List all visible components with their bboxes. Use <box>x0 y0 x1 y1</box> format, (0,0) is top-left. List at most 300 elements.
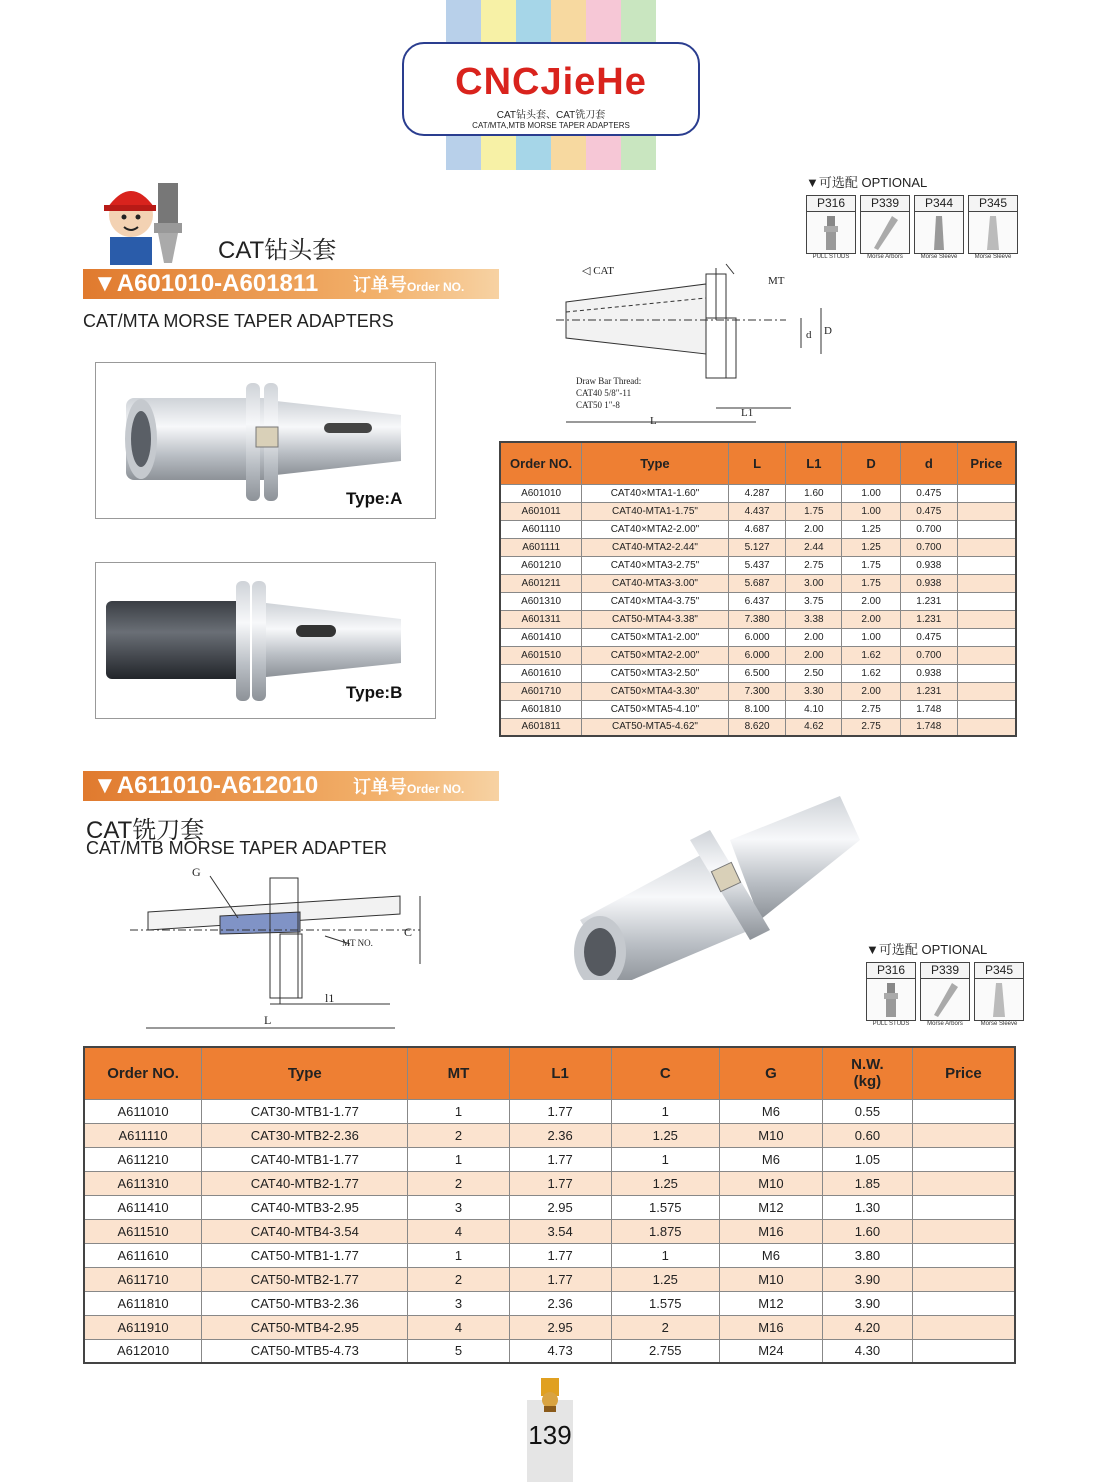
table-row <box>500 556 1016 574</box>
drawing-label-d-small: d <box>806 329 812 341</box>
table-cell: 1.77 <box>509 1171 611 1195</box>
table-row <box>84 1123 1015 1147</box>
pull-stud-icon <box>881 981 901 1019</box>
table-cell <box>912 1267 1015 1291</box>
table-cell: CAT50×MTA1-2.00" <box>582 628 729 646</box>
mascot-icon <box>96 175 196 265</box>
table-cell <box>957 538 1016 556</box>
table-cell: 1.05 <box>822 1147 912 1171</box>
table-cell: M12 <box>719 1195 822 1219</box>
table-cell: 1.875 <box>611 1219 719 1243</box>
table-cell <box>912 1219 1015 1243</box>
optional-item <box>920 962 970 1027</box>
drawing-label-l1: l1 <box>325 991 335 1005</box>
table-cell <box>957 664 1016 682</box>
section2-subtitle: CAT/MTB MORSE TAPER ADAPTER <box>86 838 388 858</box>
table-cell: 1 <box>611 1099 719 1123</box>
table-cell: 6.500 <box>728 664 786 682</box>
table-cell: A611010 <box>84 1099 202 1123</box>
table-cell: CAT40-MTA1-1.75" <box>582 502 729 520</box>
table-cell: 1.00 <box>842 502 901 520</box>
table-row <box>84 1147 1015 1171</box>
table-cell: 1 <box>408 1147 509 1171</box>
drawing-label-d-large: D <box>824 325 832 337</box>
table-cell: 1.30 <box>822 1195 912 1219</box>
table-cell: 4 <box>408 1219 509 1243</box>
table-cell: 1.62 <box>842 664 901 682</box>
table-cell: 1 <box>408 1099 509 1123</box>
table-cell: A611110 <box>84 1123 202 1147</box>
table-cell: 2.755 <box>611 1339 719 1363</box>
table-cell: 1.748 <box>900 718 957 736</box>
optional-code: P339 <box>920 962 970 979</box>
table-cell: 0.475 <box>900 628 957 646</box>
table-cell: 0.938 <box>900 556 957 574</box>
table-row <box>500 538 1016 556</box>
table-cell: A601310 <box>500 592 582 610</box>
morse-sleeve-icon <box>929 214 949 252</box>
table-cell: 3.00 <box>786 574 842 592</box>
table-cell: A611510 <box>84 1219 202 1243</box>
table-cell: 2.00 <box>842 610 901 628</box>
table-cell: 2 <box>408 1267 509 1291</box>
optional-title-cn: ▼可选配 <box>866 942 918 957</box>
table-cell: CAT50-MTB1-1.77 <box>202 1243 408 1267</box>
column-header: Order NO. <box>500 442 582 484</box>
table-cell <box>957 484 1016 502</box>
table-cell: CAT40-MTB3-2.95 <box>202 1195 408 1219</box>
table-cell: 2.00 <box>842 682 901 700</box>
table-row <box>84 1195 1015 1219</box>
table-cell: 1.77 <box>509 1267 611 1291</box>
table-cell: 1.231 <box>900 592 957 610</box>
table-cell: 0.700 <box>900 520 957 538</box>
table-row <box>500 628 1016 646</box>
table-cell: A601410 <box>500 628 582 646</box>
table-cell: A611410 <box>84 1195 202 1219</box>
table-cell: 4 <box>408 1315 509 1339</box>
table-cell: A601010 <box>500 484 582 502</box>
table-cell: 2.00 <box>786 520 842 538</box>
table-row <box>84 1099 1015 1123</box>
table-cell: 1.25 <box>611 1267 719 1291</box>
table-cell: CAT40×MTA2-2.00" <box>582 520 729 538</box>
table-row <box>84 1315 1015 1339</box>
table-cell: 2.75 <box>842 700 901 718</box>
table-cell: 3.54 <box>509 1219 611 1243</box>
column-header: Price <box>957 442 1016 484</box>
table-cell: 2.00 <box>786 646 842 664</box>
table-row <box>500 718 1016 736</box>
table-cell <box>912 1339 1015 1363</box>
table-row <box>84 1267 1015 1291</box>
table-cell <box>912 1147 1015 1171</box>
logo: CNCJieHe <box>455 61 647 103</box>
page-number: 139 <box>528 1420 572 1450</box>
column-header: G <box>719 1047 822 1099</box>
table-cell: A601810 <box>500 700 582 718</box>
table-cell: 5.437 <box>728 556 786 574</box>
table-cell: A601610 <box>500 664 582 682</box>
morse-arbor-icon <box>870 214 900 252</box>
table-cell: 4.73 <box>509 1339 611 1363</box>
table-cell: 1.77 <box>509 1099 611 1123</box>
table-cell: M12 <box>719 1291 822 1315</box>
optional-item <box>806 195 856 260</box>
table-cell: 5.127 <box>728 538 786 556</box>
table-cell: 1.62 <box>842 646 901 664</box>
draw-bar-thread-cat40: CAT40 5/8"-11 <box>576 388 632 398</box>
table-cell: A601510 <box>500 646 582 664</box>
table-row <box>500 646 1016 664</box>
section2-title-cn: CAT铣刀套 <box>86 817 205 844</box>
table-cell: 1.60 <box>786 484 842 502</box>
table-cell: A611210 <box>84 1147 202 1171</box>
drawing-label-l: L <box>650 415 657 427</box>
header-subtitle-en: CAT/MTA,MTB MORSE TAPER ADAPTERS <box>472 121 630 130</box>
table-cell <box>957 718 1016 736</box>
table-cell: 3.75 <box>786 592 842 610</box>
table-cell: 2.00 <box>842 592 901 610</box>
table-cell: 0.55 <box>822 1099 912 1123</box>
table-cell <box>957 592 1016 610</box>
optional-item <box>914 195 964 260</box>
table-cell: 1.25 <box>611 1123 719 1147</box>
optional-code: P316 <box>806 195 856 212</box>
table-cell: 3.30 <box>786 682 842 700</box>
optional-title-en: OPTIONAL <box>921 942 988 957</box>
footer-mascot-icon <box>535 1376 565 1412</box>
order-label-cn: 订单号 <box>352 275 407 295</box>
table-cell: 8.620 <box>728 718 786 736</box>
table-cell: CAT40×MTA3-2.75" <box>582 556 729 574</box>
table-row <box>500 682 1016 700</box>
table-cell: A601710 <box>500 682 582 700</box>
table-cell: CAT30-MTB1-1.77 <box>202 1099 408 1123</box>
logo-box <box>402 42 700 136</box>
table-header-row <box>500 442 1016 484</box>
optional-caption: Morse Arbors <box>927 1021 963 1027</box>
table-row <box>500 610 1016 628</box>
table-row <box>500 592 1016 610</box>
table-cell <box>912 1195 1015 1219</box>
table-cell: 1.25 <box>842 538 901 556</box>
table-cell: 3.90 <box>822 1291 912 1315</box>
table-cell: A601811 <box>500 718 582 736</box>
optional-item <box>974 962 1024 1027</box>
section2-order-range: ▼A611010-A612010 <box>93 772 319 799</box>
table-cell: A612010 <box>84 1339 202 1363</box>
table-cell: M10 <box>719 1123 822 1147</box>
table-cell: M16 <box>719 1315 822 1339</box>
table-row <box>84 1171 1015 1195</box>
optional-accessories-1 <box>806 172 1018 260</box>
optional-code: P345 <box>968 195 1018 212</box>
drawing-label-mt-no: MT NO. <box>342 938 373 948</box>
table-cell: CAT50×MTA5-4.10" <box>582 700 729 718</box>
column-header: D <box>842 442 901 484</box>
column-header: L1 <box>786 442 842 484</box>
table-row <box>500 520 1016 538</box>
table-cell: CAT40-MTB4-3.54 <box>202 1219 408 1243</box>
table-cell: 4.20 <box>822 1315 912 1339</box>
table-cell: 4.10 <box>786 700 842 718</box>
table-row <box>84 1243 1015 1267</box>
table-cell: M24 <box>719 1339 822 1363</box>
table-row <box>500 664 1016 682</box>
adapter-mtb-image <box>560 780 870 980</box>
optional-item <box>968 195 1018 260</box>
column-header: C <box>611 1047 719 1099</box>
header-subtitle-cn: CAT钻头套、CAT铣刀套 <box>496 110 606 121</box>
table-cell: 0.475 <box>900 502 957 520</box>
table-cell: CAT50-MTB4-2.95 <box>202 1315 408 1339</box>
table-cell <box>912 1099 1015 1123</box>
table-cell: CAT50-MTA5-4.62" <box>582 718 729 736</box>
optional-code: P345 <box>974 962 1024 979</box>
table-row <box>84 1339 1015 1363</box>
table-cell: 2.75 <box>842 718 901 736</box>
table-cell <box>912 1123 1015 1147</box>
pull-stud-icon <box>821 214 841 252</box>
technical-drawing-mtb <box>130 864 440 1040</box>
column-header: Price <box>912 1047 1015 1099</box>
table-cell <box>957 502 1016 520</box>
table-cell: 3.38 <box>786 610 842 628</box>
section1-subtitle: CAT/MTA MORSE TAPER ADAPTERS <box>83 311 394 331</box>
table-cell: CAT50-MTB3-2.36 <box>202 1291 408 1315</box>
table-cell: M6 <box>719 1147 822 1171</box>
drawing-label-l: L <box>264 1013 272 1027</box>
table-cell: 2.36 <box>509 1291 611 1315</box>
drawing-label-cat: ◁ CAT <box>582 265 614 277</box>
table-cell: 4.287 <box>728 484 786 502</box>
table-cell: CAT50-MTA4-3.38" <box>582 610 729 628</box>
order-label-en: Order NO. <box>406 280 465 294</box>
section1-order-range: ▼A601010-A601811 <box>93 270 319 297</box>
table-cell: A601111 <box>500 538 582 556</box>
table-cell: CAT40-MTB2-1.77 <box>202 1171 408 1195</box>
optional-title-cn: ▼可选配 <box>806 175 858 190</box>
table-cell: CAT50×MTA3-2.50" <box>582 664 729 682</box>
table-cell: 0.700 <box>900 646 957 664</box>
table-cell: 2.95 <box>509 1315 611 1339</box>
table-row <box>84 1219 1015 1243</box>
column-header: MT <box>408 1047 509 1099</box>
section1-title-cn: CAT钻头套 <box>218 237 337 264</box>
table-cell: A601211 <box>500 574 582 592</box>
table-cell: 1.231 <box>900 682 957 700</box>
morse-arbor-icon <box>930 981 960 1019</box>
table-cell: 0.938 <box>900 664 957 682</box>
mtb-spec-table <box>83 1046 1016 1364</box>
table-cell: 2 <box>408 1171 509 1195</box>
table-cell: A611810 <box>84 1291 202 1315</box>
optional-title-en: OPTIONAL <box>861 175 928 190</box>
draw-bar-thread-title: Draw Bar Thread: <box>576 376 642 386</box>
table-cell: 1.75 <box>842 574 901 592</box>
table-cell <box>912 1315 1015 1339</box>
drawing-label-g: G <box>192 865 201 879</box>
column-header: L1 <box>509 1047 611 1099</box>
section2-order-bar <box>83 771 499 801</box>
table-cell: 2.44 <box>786 538 842 556</box>
table-cell: 1.25 <box>842 520 901 538</box>
table-cell: 6.000 <box>728 628 786 646</box>
table-cell <box>957 682 1016 700</box>
table-cell: 4.62 <box>786 718 842 736</box>
table-cell: 1.77 <box>509 1147 611 1171</box>
table-cell: 2.00 <box>786 628 842 646</box>
table-cell <box>957 574 1016 592</box>
column-header: Type <box>582 442 729 484</box>
drawing-label-c: C <box>404 925 413 939</box>
table-cell: CAT50×MTA2-2.00" <box>582 646 729 664</box>
table-cell: 1.85 <box>822 1171 912 1195</box>
column-header: N.W. (kg) <box>822 1047 912 1099</box>
table-cell: M10 <box>719 1171 822 1195</box>
table-cell: 2.50 <box>786 664 842 682</box>
table-cell <box>957 646 1016 664</box>
table-cell <box>957 610 1016 628</box>
photo-type-b <box>95 562 436 719</box>
table-cell <box>957 700 1016 718</box>
table-cell: 4.687 <box>728 520 786 538</box>
order-label-en: Order NO. <box>406 782 465 796</box>
column-header: L <box>728 442 786 484</box>
table-cell: 1.75 <box>786 502 842 520</box>
table-cell: 4.30 <box>822 1339 912 1363</box>
table-cell: A601311 <box>500 610 582 628</box>
table-cell <box>912 1243 1015 1267</box>
optional-caption: Morse Sleeve <box>980 1021 1018 1027</box>
table-cell: 1 <box>408 1243 509 1267</box>
table-cell <box>912 1291 1015 1315</box>
table-cell: 1.748 <box>900 700 957 718</box>
table-cell: 3.90 <box>822 1267 912 1291</box>
table-cell: M6 <box>719 1099 822 1123</box>
table-cell: CAT30-MTB2-2.36 <box>202 1123 408 1147</box>
table-cell: 7.380 <box>728 610 786 628</box>
optional-accessories-2 <box>866 939 1024 1027</box>
table-cell: 2.75 <box>786 556 842 574</box>
column-header: d <box>900 442 957 484</box>
table-cell: 1.00 <box>842 484 901 502</box>
table-row <box>84 1291 1015 1315</box>
table-row <box>500 700 1016 718</box>
table-cell: A611610 <box>84 1243 202 1267</box>
optional-caption: Morse Arbors <box>867 254 903 260</box>
table-cell: 4.437 <box>728 502 786 520</box>
optional-item <box>860 195 910 260</box>
table-cell: 5.687 <box>728 574 786 592</box>
table-cell: CAT40-MTA2-2.44" <box>582 538 729 556</box>
table-cell: 3 <box>408 1195 509 1219</box>
table-cell: 1.231 <box>900 610 957 628</box>
table-header-row <box>84 1047 1015 1099</box>
table-cell: 8.100 <box>728 700 786 718</box>
draw-bar-thread-cat50: CAT50 1"-8 <box>576 400 620 410</box>
table-cell: CAT40-MTA3-3.00" <box>582 574 729 592</box>
table-cell: 6.437 <box>728 592 786 610</box>
table-cell: CAT40-MTB1-1.77 <box>202 1147 408 1171</box>
table-cell <box>957 556 1016 574</box>
table-cell: 1.25 <box>611 1171 719 1195</box>
table-cell: CAT40×MTA4-3.75" <box>582 592 729 610</box>
table-cell: 1.77 <box>509 1243 611 1267</box>
table-cell: 1 <box>611 1243 719 1267</box>
drawing-label-mt: MT <box>768 275 785 287</box>
mta-spec-table <box>499 441 1017 737</box>
table-cell: 5 <box>408 1339 509 1363</box>
table-cell: CAT50-MTB5-4.73 <box>202 1339 408 1363</box>
table-cell <box>912 1171 1015 1195</box>
section1-order-bar <box>83 269 499 299</box>
table-cell: A611310 <box>84 1171 202 1195</box>
table-cell: 3.80 <box>822 1243 912 1267</box>
technical-drawing-mta <box>556 258 836 430</box>
column-header: Type <box>202 1047 408 1099</box>
table-cell: 0.475 <box>900 484 957 502</box>
table-cell: 0.938 <box>900 574 957 592</box>
table-cell: 6.000 <box>728 646 786 664</box>
drawing-label-l1: L1 <box>741 407 754 419</box>
table-cell: CAT40×MTA1-1.60" <box>582 484 729 502</box>
morse-sleeve-icon <box>989 981 1009 1019</box>
table-cell: M16 <box>719 1219 822 1243</box>
optional-item <box>866 962 916 1027</box>
column-header: Order NO. <box>84 1047 202 1099</box>
table-cell: 1.00 <box>842 628 901 646</box>
type-a-label: Type:A <box>346 489 403 508</box>
morse-sleeve-icon <box>983 214 1003 252</box>
table-cell: 7.300 <box>728 682 786 700</box>
table-cell: A611710 <box>84 1267 202 1291</box>
table-row <box>500 502 1016 520</box>
table-cell: 1.75 <box>842 556 901 574</box>
type-b-label: Type:B <box>346 683 403 702</box>
table-row <box>500 574 1016 592</box>
table-cell: 2.95 <box>509 1195 611 1219</box>
table-cell: M10 <box>719 1267 822 1291</box>
photo-type-a <box>95 362 436 519</box>
table-cell: 1 <box>611 1147 719 1171</box>
table-cell: 1.575 <box>611 1195 719 1219</box>
optional-caption: Morse Sleeve <box>920 254 958 260</box>
table-cell: 3 <box>408 1291 509 1315</box>
table-cell: A601110 <box>500 520 582 538</box>
order-label-cn: 订单号 <box>352 777 407 797</box>
table-cell: A601011 <box>500 502 582 520</box>
optional-code: P316 <box>866 962 916 979</box>
table-cell: A601210 <box>500 556 582 574</box>
table-cell: 1.575 <box>611 1291 719 1315</box>
optional-caption: PULL STUDS <box>812 254 850 260</box>
table-cell: A611910 <box>84 1315 202 1339</box>
table-cell: CAT50-MTB2-1.77 <box>202 1267 408 1291</box>
table-cell: 0.60 <box>822 1123 912 1147</box>
table-cell: 0.700 <box>900 538 957 556</box>
table-cell: 2.36 <box>509 1123 611 1147</box>
table-cell: M6 <box>719 1243 822 1267</box>
optional-caption: PULL STUDS <box>872 1021 910 1027</box>
table-cell: 2 <box>611 1315 719 1339</box>
optional-code: P339 <box>860 195 910 212</box>
table-cell <box>957 520 1016 538</box>
optional-code: P344 <box>914 195 964 212</box>
table-cell: 1.60 <box>822 1219 912 1243</box>
optional-caption: Morse Sleeve <box>974 254 1012 260</box>
